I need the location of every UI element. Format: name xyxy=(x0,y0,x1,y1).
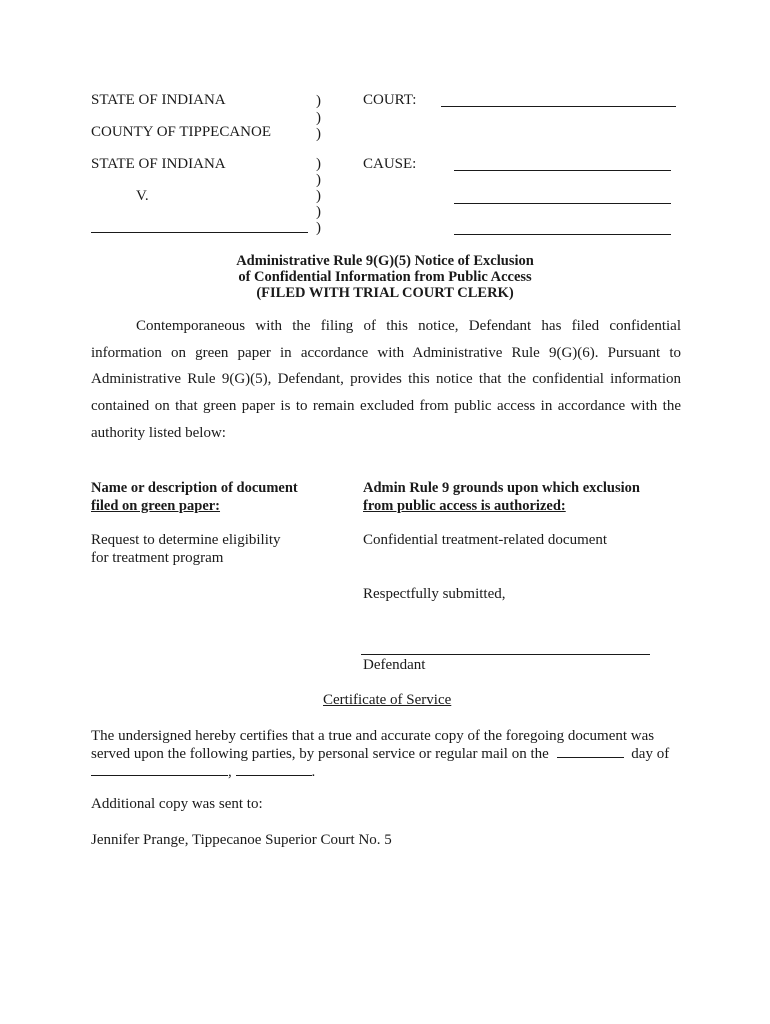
service-month-blank[interactable] xyxy=(91,775,228,776)
cause-blank-2[interactable] xyxy=(454,203,671,204)
paren-3: ) xyxy=(316,126,321,142)
closing: Respectfully submitted, xyxy=(363,586,506,602)
court-label: COURT: xyxy=(363,92,417,108)
service-year-blank[interactable] xyxy=(236,775,312,776)
signature-line[interactable] xyxy=(361,654,650,655)
court-blank[interactable] xyxy=(441,106,676,107)
paren-2: ) xyxy=(316,110,321,126)
right-header-line2: from public access is authorized: xyxy=(363,498,566,514)
certificate-line1: The undersigned hereby certifies that a true and accurate copy of the foregoing document was xyxy=(91,728,655,744)
caption-state-left: STATE OF INDIANA xyxy=(91,92,226,108)
certificate-line2-prefix: served upon the following parties, by personal service or regular mail on the xyxy=(91,746,549,762)
caption-county: COUNTY OF TIPPECANOE xyxy=(91,124,272,140)
document-title-line2: of Confidential Information from Public Access xyxy=(238,269,532,285)
cause-blank-1[interactable] xyxy=(454,170,671,171)
exclusion-grounds: Confidential treatment-related document xyxy=(363,532,608,548)
certificate-heading: Certificate of Service xyxy=(323,692,452,708)
certificate-line2 xyxy=(91,745,671,764)
certificate-line3: , . xyxy=(91,763,671,782)
paren-1: ) xyxy=(316,93,321,109)
paren-5: ) xyxy=(316,172,321,188)
copy-recipient: Jennifer Prange, Tippecanoe Superior Court No. 5 xyxy=(91,832,392,848)
paren-4: ) xyxy=(316,156,321,172)
notice-paragraph-text: Contemporaneous with the filing of this notice, Defendant has filed confidential information on green paper in accordance with Administrative Rule 9(G)(6). Pursuant to Administrative Rule 9(G)(5), Defendant, provides this notice that the confidential information contained on that green paper is to remain excluded from public access in accordance with the authority listed below: xyxy=(91,318,681,441)
paren-6: ) xyxy=(316,188,321,204)
left-header-line1: Name or description of document xyxy=(91,480,298,496)
notice-paragraph xyxy=(91,313,681,447)
service-day-blank[interactable] xyxy=(557,757,624,758)
additional-copy-label: Additional copy was sent to: xyxy=(91,796,263,812)
document-description-line2: for treatment program xyxy=(91,550,224,566)
left-header-line2: filed on green paper: xyxy=(91,498,221,514)
defendant-name-blank xyxy=(91,232,308,233)
certificate-line2-suffix: day of xyxy=(631,746,670,762)
paren-8: ) xyxy=(316,220,321,236)
cause-blank-3[interactable] xyxy=(454,234,671,235)
document-title-line1: Administrative Rule 9(G)(5) Notice of Exclusion xyxy=(236,253,534,269)
document-description-line1: Request to determine eligibility xyxy=(91,532,281,548)
signer-label: Defendant xyxy=(363,657,426,673)
paren-7: ) xyxy=(316,204,321,220)
caption-state-party: STATE OF INDIANA xyxy=(91,156,226,172)
right-header-line1: Admin Rule 9 grounds upon which exclusion xyxy=(363,480,640,496)
cause-label: CAUSE: xyxy=(363,156,417,172)
document-title-line3: (FILED WITH TRIAL COURT CLERK) xyxy=(256,285,514,301)
caption-versus: V. xyxy=(136,188,149,204)
